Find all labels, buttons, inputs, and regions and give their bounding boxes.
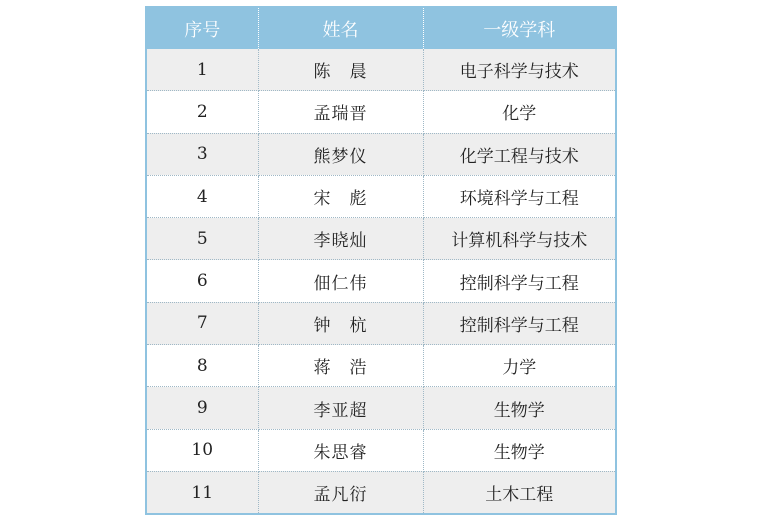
table-row	[147, 429, 615, 471]
row-index-cell: 7	[147, 302, 258, 344]
row-name-cell: 孟凡衍	[258, 471, 423, 513]
row-index-cell: 10	[147, 429, 258, 471]
row-index-cell: 2	[147, 91, 258, 133]
row-index-cell: 3	[147, 133, 258, 175]
row-discipline-cell: 环境科学与工程	[423, 175, 615, 217]
row-discipline-cell: 电子科学与技术	[423, 49, 615, 91]
row-discipline-cell: 化学工程与技术	[423, 133, 615, 175]
row-discipline-cell: 土木工程	[423, 471, 615, 513]
row-discipline-cell: 控制科学与工程	[423, 302, 615, 344]
row-name-cell: 钟 杭	[258, 302, 423, 344]
row-discipline-cell: 化学	[423, 91, 615, 133]
row-name-cell: 宋 彪	[258, 175, 423, 217]
row-name-cell: 陈 晨	[258, 49, 423, 91]
awardee-table-frame	[145, 6, 617, 515]
table-row	[147, 387, 615, 429]
row-index-cell: 4	[147, 175, 258, 217]
row-index-cell: 8	[147, 345, 258, 387]
table-row	[147, 302, 615, 344]
row-index-cell: 11	[147, 471, 258, 513]
table-row	[147, 471, 615, 513]
row-name-cell: 蒋 浩	[258, 345, 423, 387]
row-name-cell: 熊梦仪	[258, 133, 423, 175]
header-discipline: 一级学科	[423, 8, 615, 49]
header-name: 姓名	[258, 8, 423, 49]
table-row	[147, 175, 615, 217]
row-name-cell: 李晓灿	[258, 218, 423, 260]
row-discipline-cell: 生物学	[423, 387, 615, 429]
table-row	[147, 345, 615, 387]
table-row	[147, 218, 615, 260]
row-index-cell: 6	[147, 260, 258, 302]
table-row	[147, 133, 615, 175]
header-index: 序号	[147, 8, 258, 49]
row-discipline-cell: 控制科学与工程	[423, 260, 615, 302]
row-index-cell: 9	[147, 387, 258, 429]
table-body	[147, 49, 615, 513]
table-row	[147, 260, 615, 302]
row-discipline-cell: 计算机科学与技术	[423, 218, 615, 260]
row-name-cell: 孟瑞晋	[258, 91, 423, 133]
row-discipline-cell: 生物学	[423, 429, 615, 471]
row-index-cell: 5	[147, 218, 258, 260]
row-name-cell: 朱思睿	[258, 429, 423, 471]
table-row	[147, 49, 615, 91]
row-name-cell: 李亚超	[258, 387, 423, 429]
awardee-table	[147, 8, 615, 513]
header-row	[147, 8, 615, 49]
row-index-cell: 1	[147, 49, 258, 91]
table-header	[147, 8, 615, 49]
table-row	[147, 91, 615, 133]
row-discipline-cell: 力学	[423, 345, 615, 387]
row-name-cell: 佃仁伟	[258, 260, 423, 302]
